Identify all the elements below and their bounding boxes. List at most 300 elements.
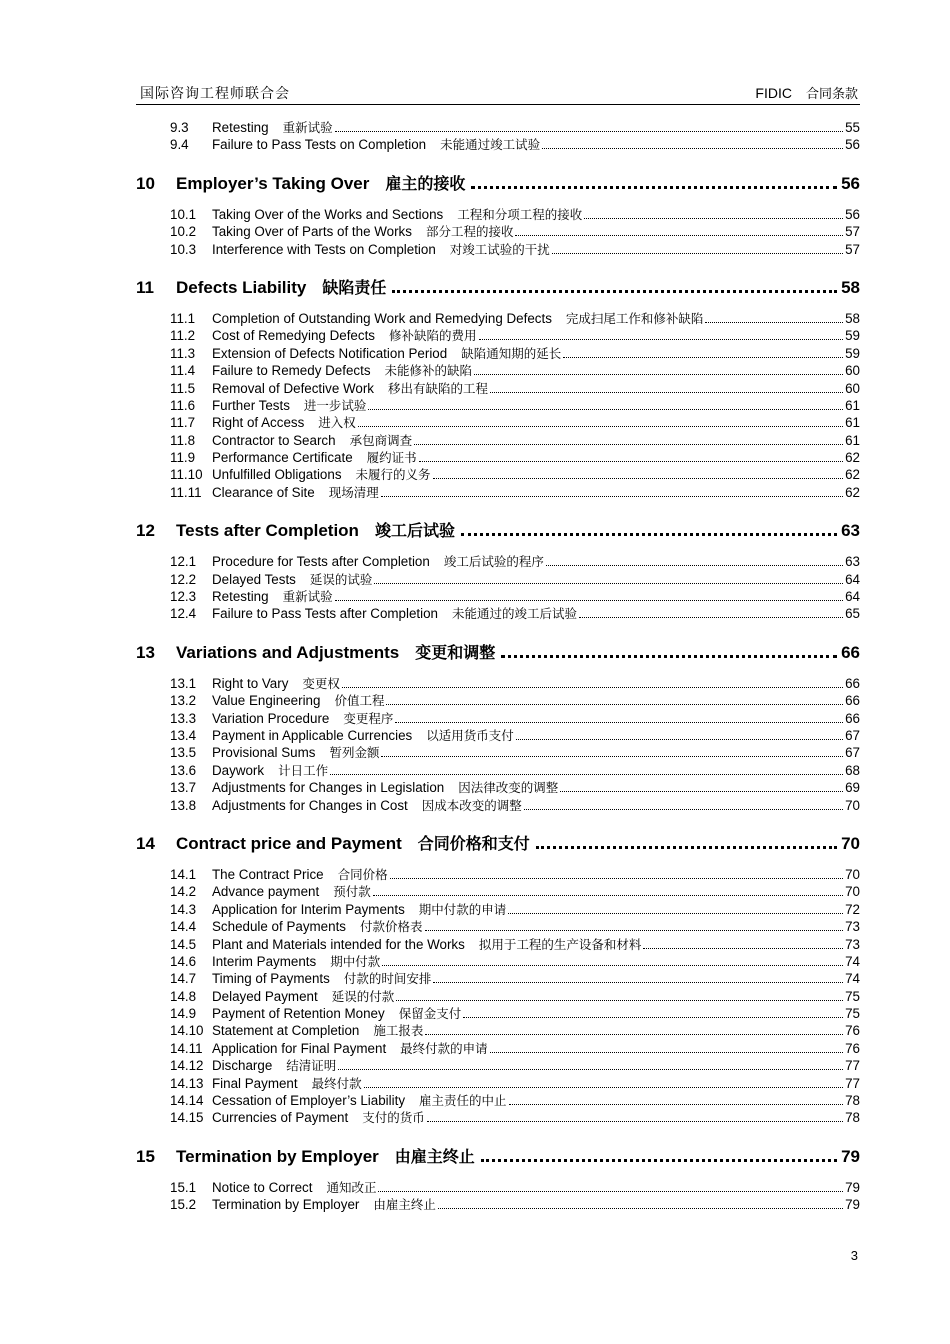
entry-title-en: Adjustments for Changes in Cost (212, 797, 408, 813)
entry-title-en: Performance Certificate (212, 450, 353, 466)
header-organization: 国际咨询工程师联合会 (140, 86, 290, 102)
entry-title-en: Application for Interim Payments (212, 901, 405, 917)
entry-title-zh: 暂列金额 (329, 745, 380, 761)
entry-page-number: 56 (845, 206, 860, 222)
entry-number: 9.3 (170, 120, 189, 135)
entry-title-zh: 现场清理 (328, 484, 379, 500)
entry-page-number: 70 (845, 866, 860, 882)
entry-title-zh: 缺陷通知期的延长 (461, 345, 562, 361)
dot-leader (382, 965, 843, 966)
entry-title-zh: 价值工程 (334, 693, 385, 709)
entry-page-number: 74 (845, 953, 860, 969)
entry-title-en: Further Tests (212, 397, 290, 413)
entry-page-number: 75 (845, 988, 860, 1004)
entry-page-number: 63 (845, 554, 860, 570)
toc-entry[interactable] (136, 796, 860, 813)
header-right (755, 83, 858, 102)
dot-leader (474, 374, 843, 375)
entry-title-en: Value Engineering (212, 693, 321, 709)
entry-title-zh: 修补缺陷的费用 (389, 328, 477, 344)
toc-entry[interactable] (136, 917, 860, 934)
dot-leader (364, 1087, 843, 1088)
header-doc-title: 合同条款 (805, 86, 858, 101)
entry-page-number: 56 (845, 137, 860, 153)
entry-title-en: Daywork (212, 762, 265, 778)
dot-leader (481, 1159, 837, 1162)
entry-number: 14.6 (170, 953, 197, 969)
entry-number: 14.3 (170, 901, 197, 917)
toc-entry[interactable] (136, 761, 860, 778)
entry-title-zh: 履约证书 (366, 450, 417, 466)
dot-leader (546, 565, 843, 566)
page-number: 3 (850, 1248, 858, 1263)
entry-page-number: 76 (845, 1040, 860, 1056)
entry-title-zh: 进一步试验 (303, 397, 367, 413)
section-title-zh: 合同价格和支付 (417, 833, 530, 853)
entry-number: 11.7 (170, 415, 196, 431)
entry-title-zh: 最终付款 (311, 1075, 362, 1091)
dot-leader (381, 756, 843, 757)
entry-title-zh: 进入权 (318, 415, 356, 431)
entry-number: 14.9 (170, 1006, 197, 1022)
entry-number: 14.11 (170, 1040, 203, 1056)
entry-page-number: 79 (845, 1179, 860, 1195)
dot-leader (378, 1191, 843, 1192)
entry-number: 13.2 (170, 693, 197, 709)
dot-leader (579, 617, 843, 618)
dot-leader (461, 533, 837, 536)
entry-title-en: Schedule of Payments (212, 919, 346, 935)
section-number: 14 (136, 833, 155, 853)
entry-title-zh: 移出有缺陷的工程 (387, 380, 488, 396)
dot-leader (471, 186, 837, 189)
toc-entry[interactable] (136, 135, 860, 152)
dot-leader (330, 774, 843, 775)
header-code: FIDIC (755, 85, 792, 101)
entry-title-zh: 计日工作 (278, 762, 329, 778)
dot-leader (427, 1121, 843, 1122)
entry-title-en: Interim Payments (212, 953, 317, 969)
entry-title-zh: 完成扫尾工作和修补缺陷 (565, 310, 704, 326)
toc-entry[interactable] (136, 674, 860, 691)
entry-title-zh: 施工报表 (373, 1023, 424, 1039)
entry-number: 14.7 (170, 971, 197, 987)
entry-page-number: 61 (845, 415, 860, 431)
toc-group (136, 118, 860, 153)
toc-section-heading[interactable] (136, 518, 860, 544)
entry-page-number: 57 (845, 241, 860, 257)
entry-number: 14.15 (170, 1110, 204, 1126)
dot-leader (374, 583, 843, 584)
toc-group (136, 518, 860, 622)
entry-number: 11.2 (170, 328, 196, 344)
page-header (136, 80, 860, 105)
toc-entry[interactable] (136, 778, 860, 795)
entry-title-zh: 合同价格 (337, 866, 388, 882)
dot-leader (433, 982, 843, 983)
section-title-zh: 竣工后试验 (374, 521, 455, 541)
entry-title-en: Interference with Tests on Completion (212, 241, 436, 257)
section-title-en: Termination by Employer (176, 1146, 379, 1166)
entry-number: 14.4 (170, 919, 197, 935)
entry-title-en: Statement at Completion (212, 1023, 360, 1039)
entry-title-en: Right to Vary (212, 675, 289, 691)
toc-entry[interactable] (136, 952, 860, 969)
entry-title-en: Discharge (212, 1058, 273, 1074)
toc-entry[interactable] (136, 969, 860, 986)
dot-leader (395, 722, 843, 723)
entry-title-en: Taking Over of the Works and Sections (212, 206, 444, 222)
section-title-en: Variations and Adjustments (176, 642, 400, 662)
entry-page-number: 62 (845, 450, 860, 466)
entry-title-zh: 重新试验 (282, 589, 333, 605)
entry-number: 13.8 (170, 797, 197, 813)
entry-number: 15.2 (170, 1197, 197, 1213)
entry-title-en: Application for Final Payment (212, 1040, 387, 1056)
dot-leader (396, 1000, 843, 1001)
section-title-zh: 由雇主终止 (394, 1146, 475, 1166)
section-title-en: Contract price and Payment (176, 833, 402, 853)
entry-title-en: Removal of Defective Work (212, 380, 374, 396)
entry-title-en: Variation Procedure (212, 710, 330, 726)
dot-leader (524, 809, 843, 810)
entry-title-zh: 因成本改变的调整 (421, 797, 522, 813)
entry-page-number: 59 (845, 328, 860, 344)
entry-title-en: Currencies of Payment (212, 1110, 349, 1126)
entry-number: 12.4 (170, 606, 197, 622)
dot-leader (390, 878, 843, 879)
entry-title-zh: 付款价格表 (360, 919, 423, 935)
entry-title-en: Adjustments for Changes in Legislation (212, 780, 445, 796)
toc-entry[interactable] (136, 396, 860, 413)
dot-leader (552, 253, 843, 254)
entry-title-zh: 期中付款 (330, 953, 381, 969)
entry-number: 11.11 (170, 484, 202, 500)
dot-leader (338, 1069, 843, 1070)
toc-entry[interactable] (136, 604, 860, 621)
entry-page-number: 72 (845, 901, 860, 917)
section-page-number: 56 (841, 173, 860, 193)
entry-page-number: 73 (845, 919, 860, 935)
dot-leader (515, 235, 843, 236)
dot-leader (479, 339, 844, 340)
toc-entry[interactable] (136, 1091, 860, 1108)
entry-title-zh: 未能修补的缺陷 (384, 363, 473, 379)
entry-page-number: 68 (845, 762, 860, 778)
entry-page-number: 55 (845, 120, 860, 135)
toc-entry[interactable] (136, 1021, 860, 1038)
toc-entry[interactable] (136, 240, 860, 257)
entry-title-zh: 通知改正 (326, 1179, 377, 1195)
entry-title-en: Procedure for Tests after Completion (212, 554, 430, 570)
entry-title-en: Failure to Pass Tests after Completion (212, 606, 439, 622)
toc-entry[interactable] (136, 379, 860, 396)
section-page-number: 70 (841, 833, 860, 853)
section-title-zh: 变更和调整 (415, 642, 496, 662)
dot-leader (509, 1104, 844, 1105)
dot-leader (705, 322, 843, 323)
entry-number: 12.3 (170, 589, 197, 605)
dot-leader (373, 895, 843, 896)
toc-entry[interactable] (136, 743, 860, 760)
entry-title-zh: 未能通过的竣工后试验 (452, 606, 578, 622)
entry-number: 15.1 (170, 1179, 197, 1195)
toc-entry[interactable] (136, 1039, 860, 1056)
entry-title-en: Provisional Sums (212, 745, 316, 761)
dot-leader (392, 290, 837, 293)
entry-title-en: Plant and Materials intended for the Works (212, 936, 465, 952)
entry-title-en: Notice to Correct (212, 1179, 313, 1195)
entry-page-number: 79 (845, 1197, 860, 1213)
section-page-number: 79 (841, 1146, 860, 1166)
entry-title-en: Termination by Employer (212, 1197, 360, 1213)
entry-number: 11.4 (170, 363, 196, 379)
toc-entry[interactable] (136, 1056, 860, 1073)
dot-leader (490, 392, 843, 393)
toc-entry[interactable] (136, 309, 860, 326)
entry-number: 13.6 (170, 762, 197, 778)
dot-leader (386, 704, 843, 705)
entry-page-number: 59 (845, 345, 860, 361)
entry-number: 12.1 (170, 554, 197, 570)
entry-page-number: 64 (845, 589, 860, 605)
entry-title-zh: 部分工程的接收 (425, 224, 514, 240)
entry-title-zh: 预付款 (333, 884, 371, 900)
toc-entry[interactable] (136, 570, 860, 587)
entry-number: 11.9 (170, 450, 196, 466)
toc-entry[interactable] (136, 1004, 860, 1021)
entry-page-number: 60 (845, 363, 860, 379)
toc-entry[interactable] (136, 344, 860, 361)
section-number: 12 (136, 521, 155, 541)
entry-title-zh: 以适用货币支付 (426, 727, 514, 743)
dot-leader (536, 846, 837, 849)
entry-title-en: Advance payment (212, 884, 320, 900)
toc-section-heading[interactable] (136, 171, 860, 197)
entry-number: 13.3 (170, 710, 197, 726)
entry-title-zh: 结清证明 (286, 1058, 337, 1074)
entry-page-number: 78 (845, 1110, 860, 1126)
entry-number: 11.8 (170, 432, 196, 448)
toc-section-heading[interactable] (136, 831, 860, 857)
entry-number: 11.6 (170, 397, 196, 413)
entry-number: 12.2 (170, 571, 197, 587)
entry-title-en: Failure to Remedy Defects (212, 363, 371, 379)
toc-entry[interactable] (136, 709, 860, 726)
entry-title-zh: 对竣工试验的干扰 (449, 241, 550, 257)
entry-title-en: Final Payment (212, 1075, 298, 1091)
toc-entry[interactable] (136, 431, 860, 448)
toc-entry[interactable] (136, 691, 860, 708)
entry-page-number: 64 (845, 571, 860, 587)
entry-title-zh: 由雇主终止 (373, 1197, 436, 1213)
entry-title-zh: 保留金支付 (398, 1006, 462, 1022)
toc-section-heading[interactable] (136, 275, 860, 301)
toc-entry[interactable] (136, 413, 860, 430)
section-number: 10 (136, 173, 155, 193)
entry-title-en: Payment of Retention Money (212, 1006, 385, 1022)
toc-group (136, 275, 860, 500)
entry-number: 13.1 (170, 675, 197, 691)
entry-page-number: 62 (845, 467, 860, 483)
toc-entry[interactable] (136, 222, 860, 239)
entry-page-number: 61 (845, 432, 860, 448)
entry-title-zh: 延误的试验 (309, 571, 373, 587)
entry-page-number: 74 (845, 971, 860, 987)
entry-number: 14.8 (170, 988, 197, 1004)
toc-entry[interactable] (136, 1178, 860, 1195)
toc-section-heading[interactable] (136, 1144, 860, 1170)
dot-leader (358, 426, 843, 427)
entry-page-number: 67 (845, 745, 860, 761)
toc-entry[interactable] (136, 483, 860, 500)
toc-entry[interactable] (136, 865, 860, 882)
entry-number: 14.1 (170, 866, 197, 882)
entry-title-zh: 变更程序 (343, 710, 394, 726)
entry-page-number: 77 (845, 1058, 860, 1074)
entry-page-number: 66 (845, 675, 860, 691)
entry-number: 14.12 (170, 1058, 204, 1074)
entry-title-en: Delayed Tests (212, 571, 296, 587)
toc-entry[interactable] (136, 587, 860, 604)
section-title-en: Employer’s Taking Over (176, 173, 370, 193)
entry-title-en: Payment in Applicable Currencies (212, 727, 413, 743)
entry-page-number: 78 (845, 1093, 860, 1109)
dot-leader (560, 791, 843, 792)
toc-entry[interactable] (136, 361, 860, 378)
entry-number: 11.1 (170, 310, 196, 326)
toc-entry[interactable] (136, 1195, 860, 1212)
toc-entry[interactable] (136, 448, 860, 465)
toc-group (136, 640, 860, 813)
entry-number: 13.5 (170, 745, 197, 761)
toc-entry[interactable] (136, 552, 860, 569)
toc-entry[interactable] (136, 205, 860, 222)
entry-title-en: Retesting (212, 589, 269, 605)
dot-leader (425, 930, 844, 931)
section-title-en: Defects Liability (176, 277, 307, 297)
entry-page-number: 67 (845, 727, 860, 743)
toc-group (136, 831, 860, 1126)
dot-leader (368, 409, 843, 410)
entry-page-number: 60 (845, 380, 860, 396)
entry-page-number: 58 (845, 310, 860, 326)
entry-number: 13.7 (170, 780, 197, 796)
entry-title-zh: 承包商调查 (349, 432, 413, 448)
entry-title-en: Clearance of Site (212, 484, 315, 500)
entry-page-number: 57 (845, 224, 860, 240)
entry-number: 11.5 (170, 380, 196, 396)
entry-title-zh: 重新试验 (282, 120, 333, 135)
entry-title-en: Failure to Pass Tests on Completion (212, 137, 427, 153)
entry-title-zh: 拟用于工程的生产设备和材料 (478, 936, 642, 952)
entry-page-number: 65 (845, 606, 860, 622)
entry-title-en: Cessation of Employer’s Liability (212, 1093, 406, 1109)
section-number: 13 (136, 642, 155, 662)
entry-page-number: 66 (845, 710, 860, 726)
section-number: 15 (136, 1146, 155, 1166)
entry-number: 14.2 (170, 884, 197, 900)
entry-title-en: Timing of Payments (212, 971, 330, 987)
entry-number: 14.14 (170, 1093, 204, 1109)
entry-title-zh: 支付的货币 (362, 1110, 425, 1126)
entry-title-zh: 因法律改变的调整 (458, 780, 559, 796)
toc-entry[interactable] (136, 118, 860, 135)
section-title-zh: 缺陷责任 (322, 277, 387, 297)
toc-entry[interactable] (136, 987, 860, 1004)
dot-leader (584, 218, 843, 219)
toc-section-heading[interactable] (136, 640, 860, 666)
entry-title-zh: 延误的付款 (331, 988, 395, 1004)
dot-leader (643, 948, 843, 949)
dot-leader (516, 739, 843, 740)
entry-number: 13.4 (170, 727, 197, 743)
section-page-number: 63 (841, 521, 860, 541)
dot-leader (414, 444, 843, 445)
dot-leader (335, 600, 844, 601)
entry-title-en: Retesting (212, 120, 269, 135)
entry-title-zh: 未履行的义务 (355, 467, 431, 483)
toc-entry[interactable] (136, 465, 860, 482)
entry-number: 11.10 (170, 467, 203, 483)
toc-group (136, 1144, 860, 1213)
entry-title-en: Cost of Remedying Defects (212, 328, 375, 344)
entry-title-en: Right of Access (212, 415, 305, 431)
dot-leader (335, 131, 844, 132)
toc-entry[interactable] (136, 882, 860, 899)
toc-entry[interactable] (136, 900, 860, 917)
dot-leader (563, 357, 843, 358)
dot-leader (381, 496, 843, 497)
toc-entry[interactable] (136, 326, 860, 343)
dot-leader (419, 461, 843, 462)
entry-title-zh: 竣工后试验的程序 (443, 554, 544, 570)
entry-number: 14.13 (170, 1075, 204, 1091)
dot-leader (490, 1052, 843, 1053)
toc-entry[interactable] (136, 935, 860, 952)
entry-title-en: Delayed Payment (212, 988, 318, 1004)
dot-leader (425, 1034, 843, 1035)
entry-number: 10.1 (170, 206, 197, 222)
entry-title-en: Extension of Defects Notification Period (212, 345, 448, 361)
entry-number: 11.3 (170, 345, 196, 361)
toc-entry[interactable] (136, 1108, 860, 1125)
entry-page-number: 77 (845, 1075, 860, 1091)
entry-number: 14.10 (170, 1023, 204, 1039)
entry-title-en: The Contract Price (212, 866, 324, 882)
section-page-number: 66 (841, 642, 860, 662)
entry-page-number: 69 (845, 780, 860, 796)
entry-title-zh: 变更权 (302, 675, 340, 691)
toc-group (136, 171, 860, 257)
entry-page-number: 66 (845, 693, 860, 709)
table-of-contents (136, 118, 860, 1213)
dot-leader (501, 655, 837, 658)
entry-number: 10.3 (170, 241, 197, 257)
entry-title-zh: 雇主责任的中止 (419, 1093, 507, 1109)
entry-title-zh: 最终付款的申请 (400, 1040, 488, 1056)
entry-title-en: Taking Over of Parts of the Works (212, 224, 412, 240)
toc-entry[interactable] (136, 726, 860, 743)
toc-entry[interactable] (136, 1074, 860, 1091)
entry-title-en: Unfulfilled Obligations (212, 467, 342, 483)
dot-leader (342, 687, 843, 688)
entry-number: 9.4 (170, 137, 189, 153)
entry-page-number: 73 (845, 936, 860, 952)
dot-leader (438, 1208, 843, 1209)
entry-title-zh: 付款的时间安排 (343, 971, 432, 987)
section-title-zh: 雇主的接收 (385, 173, 466, 193)
